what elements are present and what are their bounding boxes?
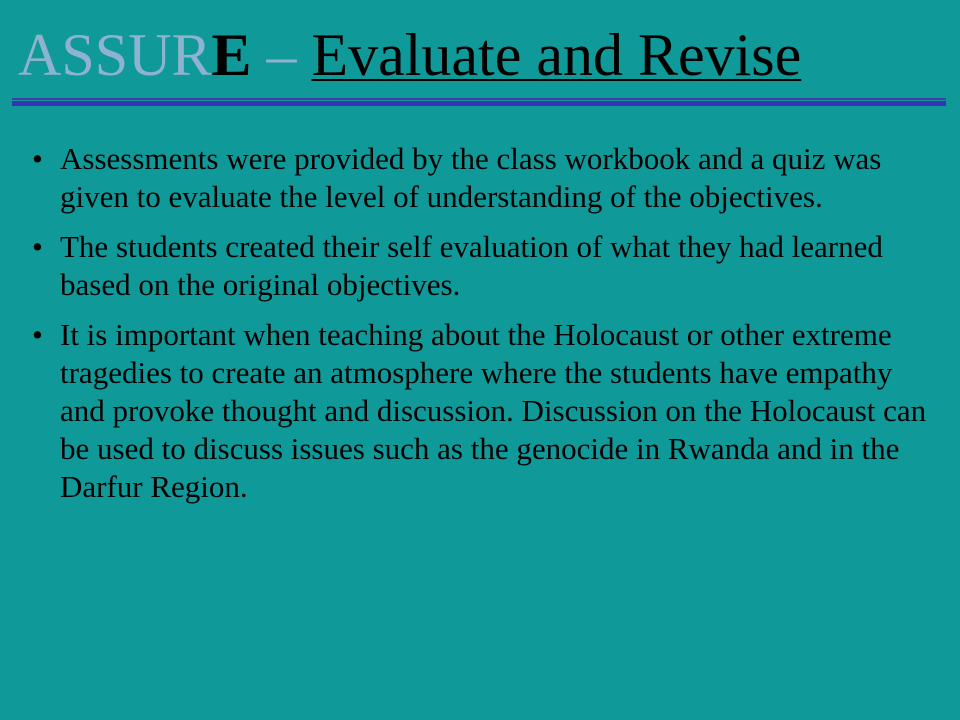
title-prefix: ASSUR: [18, 22, 212, 88]
bullet-item-holocaust-discussion: [32, 316, 932, 506]
title-main: Evaluate and Revise: [311, 22, 802, 88]
bullet-text: Assessments were provided by the class workbook and a quiz was given to evaluate the level of understanding of the objectives.: [60, 141, 882, 214]
bullet-icon: •: [32, 229, 43, 264]
title-separator: –: [251, 22, 312, 88]
bullet-icon: •: [32, 317, 43, 352]
title-divider-thin: [12, 98, 946, 100]
title-divider-thick: [12, 101, 946, 106]
bullet-item-assessments: [32, 140, 932, 216]
bullet-text: The students created their self evaluation of what they had learned based on the original objectives.: [60, 229, 883, 302]
bullet-item-self-evaluation: [32, 228, 932, 304]
bullet-list: [32, 140, 932, 506]
title-highlight-letter: E: [211, 22, 252, 88]
slide-title: [18, 20, 801, 90]
bullet-text: It is important when teaching about the Holocaust or other extreme tragedies to create an atmosphere where the students have empathy and provoke thought and discussion. Discussion on the Holocaust can be used to discuss issues such as the genocide in Rwanda and in the Darfur Region.: [60, 317, 927, 504]
bullet-icon: •: [32, 141, 43, 176]
